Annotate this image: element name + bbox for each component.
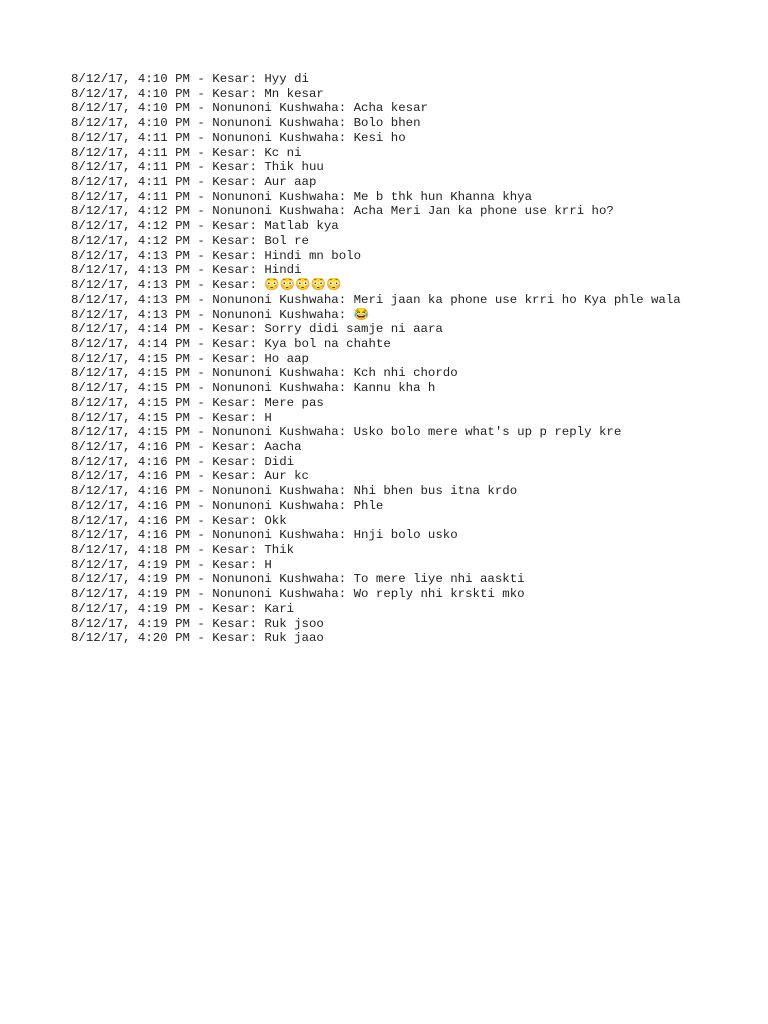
chat-line: 8/12/17, 4:13 PM - Kesar: 😳😳😳😳😳 — [71, 278, 342, 293]
chat-timestamp: 8/12/17, 4:13 PM — [71, 263, 190, 278]
chat-line: 8/12/17, 4:16 PM - Kesar: Okk — [71, 513, 287, 528]
chat-timestamp: 8/12/17, 4:11 PM — [71, 189, 190, 204]
chat-message: Matlab kya — [264, 219, 339, 234]
chat-message: Kesi ho — [353, 130, 406, 145]
chat-message: Hyy di — [264, 72, 309, 86]
chat-message: Me b thk hun Khanna khya — [353, 189, 533, 204]
chat-sender: Kesar — [212, 72, 250, 86]
chat-line: 8/12/17, 4:16 PM - Kesar: Aur kc — [71, 469, 309, 484]
chat-message: Aacha — [264, 439, 302, 454]
chat-message: Kari — [264, 601, 295, 616]
chat-message: H — [264, 410, 272, 425]
chat-timestamp: 8/12/17, 4:15 PM — [71, 351, 190, 366]
chat-timestamp: 8/12/17, 4:16 PM — [71, 454, 190, 469]
chat-sender: Nonunoni Kushwaha — [212, 587, 339, 602]
chat-sender: Kesar — [212, 439, 250, 454]
chat-message: Ho aap — [264, 351, 309, 366]
chat-sender: Nonunoni Kushwaha — [212, 116, 339, 131]
chat-line: 8/12/17, 4:19 PM - Kesar: Ruk jsoo — [71, 616, 324, 631]
chat-line: 8/12/17, 4:13 PM - Kesar: Hindi mn bolo — [71, 248, 362, 263]
chat-line: 8/12/17, 4:18 PM - Kesar: Thik — [71, 543, 295, 557]
chat-line: 8/12/17, 4:16 PM - Kesar: Didi — [71, 454, 295, 469]
chat-timestamp: 8/12/17, 4:12 PM — [71, 204, 190, 219]
chat-message: Acha kesar — [353, 101, 428, 116]
chat-line: 8/12/17, 4:15 PM - Kesar: Ho aap — [71, 351, 309, 366]
chat-sender: Kesar — [212, 616, 250, 631]
chat-message: Hnji bolo usko — [353, 528, 458, 543]
chat-sender: Nonunoni Kushwaha — [212, 425, 339, 440]
chat-line: 8/12/17, 4:14 PM - Kesar: Sorry didi samje ni aara — [71, 322, 443, 337]
chat-timestamp: 8/12/17, 4:16 PM — [71, 469, 190, 484]
chat-sender: Nonunoni Kushwaha — [212, 307, 339, 322]
chat-message: Hindi — [264, 263, 302, 278]
chat-line: 8/12/17, 4:16 PM - Nonunoni Kushwaha: Hnji bolo usko — [71, 528, 458, 543]
chat-sender: Kesar — [212, 395, 250, 410]
chat-line: 8/12/17, 4:11 PM - Nonunoni Kushwaha: Me b thk hun Khanna khya — [71, 189, 533, 204]
chat-timestamp: 8/12/17, 4:20 PM — [71, 631, 190, 646]
chat-message: Kannu kha h — [353, 381, 436, 396]
chat-sender: Nonunoni Kushwaha — [212, 484, 339, 499]
chat-message: Wo reply nhi krskti mko — [353, 587, 525, 602]
chat-message: 😳😳😳😳😳 — [264, 278, 342, 293]
chat-message: Mere pas — [264, 395, 324, 410]
chat-timestamp: 8/12/17, 4:16 PM — [71, 528, 190, 543]
chat-sender: Kesar — [212, 278, 250, 293]
chat-sender: Kesar — [212, 557, 250, 572]
chat-message: Nhi bhen bus itna krdo — [353, 484, 518, 499]
chat-message: Kch nhi chordo — [353, 366, 458, 381]
chat-line: 8/12/17, 4:19 PM - Kesar: Kari — [71, 601, 295, 616]
chat-sender: Kesar — [212, 145, 250, 160]
chat-sender: Kesar — [212, 631, 250, 646]
chat-timestamp: 8/12/17, 4:19 PM — [71, 601, 190, 616]
chat-timestamp: 8/12/17, 4:15 PM — [71, 410, 190, 425]
chat-line: 8/12/17, 4:15 PM - Nonunoni Kushwaha: Kannu kha h — [71, 381, 436, 396]
chat-timestamp: 8/12/17, 4:11 PM — [71, 175, 190, 190]
chat-timestamp: 8/12/17, 4:19 PM — [71, 587, 190, 602]
chat-line: 8/12/17, 4:19 PM - Kesar: H — [71, 557, 272, 572]
chat-line: 8/12/17, 4:15 PM - Nonunoni Kushwaha: Kch nhi chordo — [71, 366, 458, 381]
chat-timestamp: 8/12/17, 4:10 PM — [71, 86, 190, 101]
chat-timestamp: 8/12/17, 4:13 PM — [71, 278, 190, 293]
chat-line: 8/12/17, 4:16 PM - Kesar: Aacha — [71, 439, 302, 454]
chat-message: Bolo bhen — [353, 116, 421, 131]
chat-line: 8/12/17, 4:13 PM - Nonunoni Kushwaha: Meri jaan ka phone use krri ho Kya phle wala — [71, 292, 681, 307]
chat-line: 8/12/17, 4:12 PM - Nonunoni Kushwaha: Acha Meri Jan ka phone use krri ho? — [71, 204, 614, 219]
chat-line: 8/12/17, 4:14 PM - Kesar: Kya bol na chahte — [71, 336, 391, 351]
chat-line: 8/12/17, 4:11 PM - Kesar: Thik huu — [71, 160, 324, 175]
chat-timestamp: 8/12/17, 4:13 PM — [71, 307, 190, 322]
chat-message: Sorry didi samje ni aara — [264, 322, 443, 337]
chat-sender: Nonunoni Kushwaha — [212, 204, 339, 219]
chat-timestamp: 8/12/17, 4:15 PM — [71, 381, 190, 396]
chat-message: Didi — [264, 454, 295, 469]
chat-sender: Nonunoni Kushwaha — [212, 498, 339, 513]
chat-line: 8/12/17, 4:12 PM - Kesar: Matlab kya — [71, 219, 339, 234]
chat-timestamp: 8/12/17, 4:11 PM — [71, 145, 190, 160]
chat-sender: Kesar — [212, 454, 250, 469]
chat-line: 8/12/17, 4:11 PM - Nonunoni Kushwaha: Kesi ho — [71, 130, 406, 145]
chat-timestamp: 8/12/17, 4:11 PM — [71, 130, 190, 145]
chat-timestamp: 8/12/17, 4:10 PM — [71, 116, 190, 131]
chat-timestamp: 8/12/17, 4:12 PM — [71, 219, 190, 234]
chat-message: Thik huu — [264, 160, 324, 175]
chat-sender: Nonunoni Kushwaha — [212, 528, 339, 543]
chat-message: H — [264, 557, 272, 572]
chat-message: Mn kesar — [264, 86, 324, 101]
chat-message: Thik — [264, 543, 295, 557]
chat-sender: Nonunoni Kushwaha — [212, 130, 339, 145]
chat-line: 8/12/17, 4:13 PM - Kesar: Hindi — [71, 263, 302, 278]
chat-sender: Kesar — [212, 233, 250, 248]
chat-sender: Nonunoni Kushwaha — [212, 292, 339, 307]
chat-message: Kya bol na chahte — [264, 336, 391, 351]
chat-line: 8/12/17, 4:11 PM - Kesar: Kc ni — [71, 145, 302, 160]
chat-sender: Nonunoni Kushwaha — [212, 381, 339, 396]
chat-line: 8/12/17, 4:20 PM - Kesar: Ruk jaao — [71, 631, 324, 646]
chat-sender: Kesar — [212, 513, 250, 528]
chat-sender: Kesar — [212, 219, 250, 234]
chat-message: Aur kc — [264, 469, 309, 484]
chat-timestamp: 8/12/17, 4:16 PM — [71, 498, 190, 513]
chat-timestamp: 8/12/17, 4:13 PM — [71, 292, 190, 307]
chat-sender: Kesar — [212, 601, 250, 616]
chat-timestamp: 8/12/17, 4:19 PM — [71, 616, 190, 631]
chat-sender: Nonunoni Kushwaha — [212, 366, 339, 381]
chat-sender: Kesar — [212, 263, 250, 278]
chat-line: 8/12/17, 4:13 PM - Nonunoni Kushwaha: 😂 — [71, 307, 370, 322]
chat-message: Acha Meri Jan ka phone use krri ho? — [353, 204, 614, 219]
chat-line: 8/12/17, 4:15 PM - Nonunoni Kushwaha: Usko bolo mere what's up p reply kre — [71, 425, 622, 440]
chat-sender: Kesar — [212, 469, 250, 484]
chat-message: Kc ni — [264, 145, 302, 160]
chat-message: Hindi mn bolo — [264, 248, 362, 263]
chat-line: 8/12/17, 4:19 PM - Nonunoni Kushwaha: Wo reply nhi krskti mko — [71, 587, 525, 602]
chat-timestamp: 8/12/17, 4:15 PM — [71, 395, 190, 410]
chat-message: Okk — [264, 513, 287, 528]
chat-timestamp: 8/12/17, 4:16 PM — [71, 513, 190, 528]
chat-timestamp: 8/12/17, 4:13 PM — [71, 248, 190, 263]
chat-timestamp: 8/12/17, 4:16 PM — [71, 439, 190, 454]
chat-sender: Kesar — [212, 410, 250, 425]
chat-line: 8/12/17, 4:12 PM - Kesar: Bol re — [71, 233, 309, 248]
chat-timestamp: 8/12/17, 4:15 PM — [71, 425, 190, 440]
chat-line: 8/12/17, 4:10 PM - Nonunoni Kushwaha: Acha kesar — [71, 101, 428, 116]
chat-sender: Kesar — [212, 175, 250, 190]
chat-timestamp: 8/12/17, 4:19 PM — [71, 572, 190, 587]
chat-line: 8/12/17, 4:10 PM - Nonunoni Kushwaha: Bolo bhen — [71, 116, 421, 131]
chat-log — [71, 72, 751, 646]
chat-sender: Nonunoni Kushwaha — [212, 572, 339, 587]
chat-message: Ruk jaao — [264, 631, 324, 646]
chat-message: Bol re — [264, 233, 309, 248]
chat-sender: Kesar — [212, 248, 250, 263]
chat-timestamp: 8/12/17, 4:11 PM — [71, 160, 190, 175]
chat-sender: Nonunoni Kushwaha — [212, 101, 339, 116]
chat-message: Aur aap — [264, 175, 317, 190]
chat-line: 8/12/17, 4:16 PM - Nonunoni Kushwaha: Phle — [71, 498, 384, 513]
chat-message: To mere liye nhi aaskti — [353, 572, 525, 587]
chat-sender: Kesar — [212, 322, 250, 337]
chat-timestamp: 8/12/17, 4:19 PM — [71, 557, 190, 572]
chat-message: Usko bolo mere what's up p reply kre — [353, 425, 622, 440]
chat-message: Ruk jsoo — [264, 616, 324, 631]
chat-sender: Kesar — [212, 160, 250, 175]
chat-line: 8/12/17, 4:16 PM - Nonunoni Kushwaha: Nhi bhen bus itna krdo — [71, 484, 518, 499]
chat-timestamp: 8/12/17, 4:15 PM — [71, 366, 190, 381]
chat-timestamp: 8/12/17, 4:14 PM — [71, 322, 190, 337]
chat-timestamp: 8/12/17, 4:16 PM — [71, 484, 190, 499]
chat-timestamp: 8/12/17, 4:12 PM — [71, 233, 190, 248]
chat-line: 8/12/17, 4:10 PM - Kesar: Mn kesar — [71, 86, 324, 101]
chat-line: 8/12/17, 4:19 PM - Nonunoni Kushwaha: To mere liye nhi aaskti — [71, 572, 525, 587]
chat-line: 8/12/17, 4:10 PM - Kesar: Hyy di — [71, 72, 309, 86]
chat-timestamp: 8/12/17, 4:18 PM — [71, 543, 190, 557]
chat-line: 8/12/17, 4:15 PM - Kesar: H — [71, 410, 272, 425]
chat-timestamp: 8/12/17, 4:14 PM — [71, 336, 190, 351]
chat-timestamp: 8/12/17, 4:10 PM — [71, 101, 190, 116]
chat-line: 8/12/17, 4:11 PM - Kesar: Aur aap — [71, 175, 317, 190]
chat-sender: Kesar — [212, 351, 250, 366]
chat-line: 8/12/17, 4:15 PM - Kesar: Mere pas — [71, 395, 324, 410]
chat-sender: Kesar — [212, 543, 250, 557]
chat-sender: Kesar — [212, 86, 250, 101]
chat-message: Phle — [353, 498, 384, 513]
chat-sender: Nonunoni Kushwaha — [212, 189, 339, 204]
chat-message: Meri jaan ka phone use krri ho Kya phle wala — [353, 292, 681, 307]
chat-sender: Kesar — [212, 336, 250, 351]
chat-timestamp: 8/12/17, 4:10 PM — [71, 72, 190, 86]
chat-message: 😂 — [353, 307, 370, 322]
